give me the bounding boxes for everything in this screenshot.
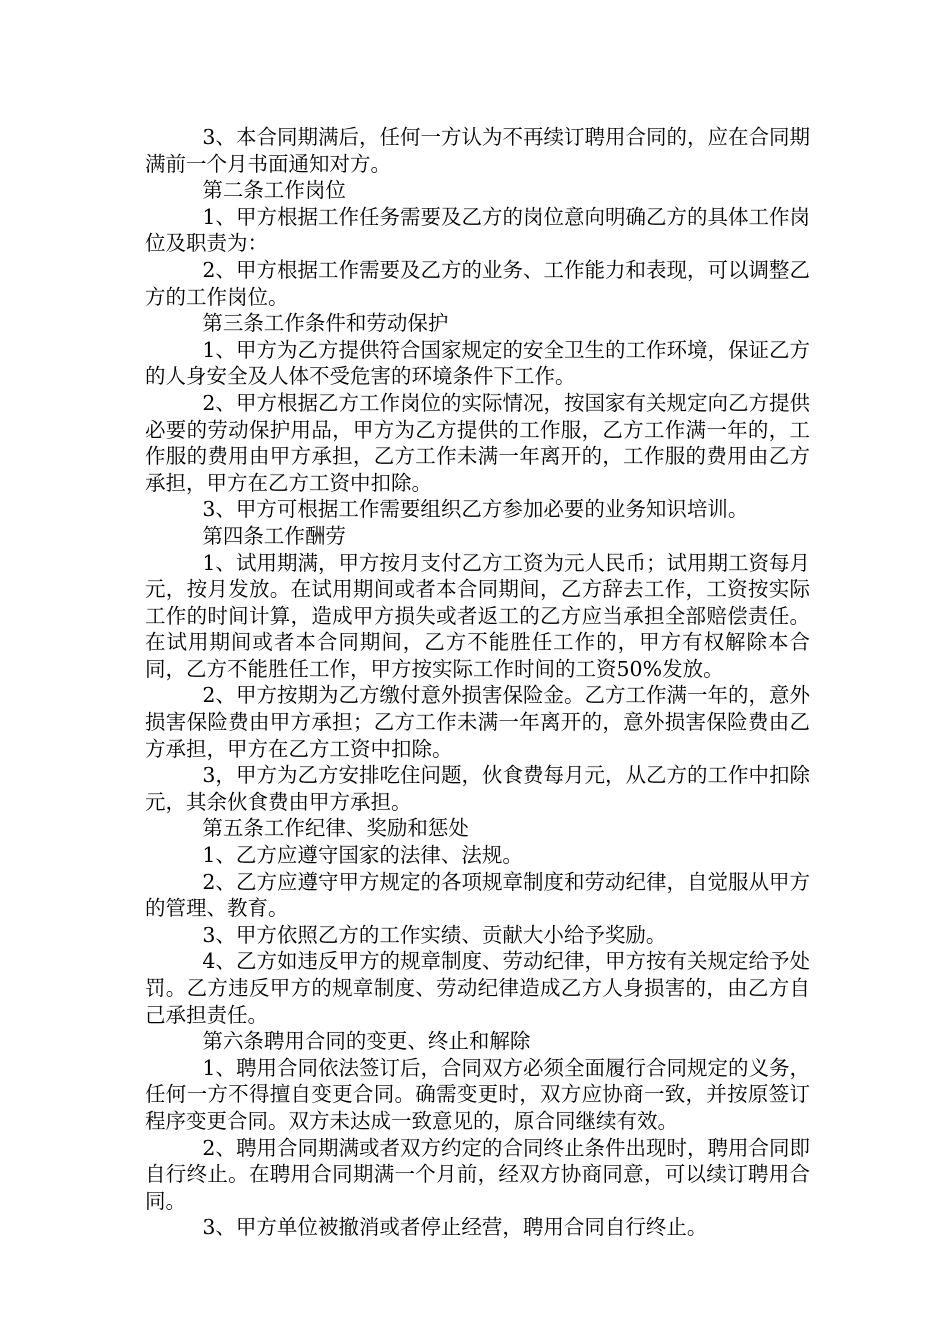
article-4-clause-1: 1、试用期满，甲方按月支付乙方工资为元人民币；试用期工资每月元，按月发放。在试用期间或者本合同期间，乙方辞去工作，工资按实际工作的时间计算，造成甲方损失或者返工的乙方应当承担全部赔偿责任。在试用期间或者本合同期间，乙方不能胜任工作的，甲方有权解除本合同，乙方不能胜任工作，甲方按实际工作时间的工资50%发放。 <box>145 550 810 681</box>
article-2-heading: 第二条工作岗位 <box>202 178 346 203</box>
article-6-clause-1: 1、聘用合同依法签订后，合同双方必须全面履行合同规定的义务，任何一方不得擅自变更合同。确需变更时，双方应协商一致，并按原签订程序变更合同。双方未达成一致意见的，原合同继续有效。 <box>145 1055 810 1133</box>
article-3-clause-1: 1、甲方为乙方提供符合国家规定的安全卫生的工作环境，保证乙方的人身安全及人体不受危害的环境条件下工作。 <box>145 337 810 389</box>
article-5-clause-2: 2、乙方应遵守甲方规定的各项规章制度和劳动纪律，自觉服从甲方的管理、教育。 <box>145 869 810 921</box>
article-5-heading: 第五条工作纪律、奖励和惩处 <box>202 816 469 841</box>
article-4-clause-3: 3，甲方为乙方安排吃住问题，伙食费每月元，从乙方的工作中扣除元，其余伙食费由甲方承担。 <box>145 763 810 814</box>
article-3-clause-2: 2、甲方根据乙方工作岗位的实际情况，按国家有关规定向乙方提供必要的劳动保护用品，甲方为乙方提供的工作服，乙方工作满一年的，工作服的费用由甲方承担，乙方工作未满一年离开的，工作服的费用由乙方承担，甲方在乙方工资中扣除。 <box>145 390 810 495</box>
article-3-clause-3: 3、甲方可根据工作需要组织乙方参加必要的业务知识培训。 <box>202 497 749 522</box>
article-5-clause-3: 3、甲方依照乙方的工作实绩、贡献大小给予奖励。 <box>202 922 667 947</box>
article-5-clause-1: 1、乙方应遵守国家的法律、法规。 <box>202 843 523 868</box>
article-6-heading: 第六条聘用合同的变更、终止和解除 <box>202 1029 531 1054</box>
article-2-clause-2: 2、甲方根据工作需要及乙方的业务、工作能力和表现，可以调整乙方的工作岗位。 <box>145 257 810 309</box>
paragraph-renewal-notice: 3、本合同期满后，任何一方认为不再续订聘用合同的，应在合同期满前一个月书面通知对方。 <box>145 125 810 176</box>
article-4-heading: 第四条工作酬劳 <box>202 523 346 548</box>
article-6-clause-3: 3、甲方单位被撤消或者停止经营，聘用合同自行终止。 <box>202 1215 708 1240</box>
article-5-clause-4: 4、乙方如违反甲方的规章制度、劳动纪律，甲方按有关规定给予处罚。乙方违反甲方的规章制度、劳动纪律造成乙方人身损害的，由乙方自己承担责任。 <box>145 949 810 1027</box>
article-3-heading: 第三条工作条件和劳动保护 <box>202 311 449 336</box>
document-body <box>145 124 810 1241</box>
article-6-clause-2: 2、聘用合同期满或者双方约定的合同终止条件出现时，聘用合同即自行终止。在聘用合同期满一个月前，经双方协商同意，可以续订聘用合同。 <box>145 1135 810 1213</box>
article-2-clause-1: 1、甲方根据工作任务需要及乙方的岗位意向明确乙方的具体工作岗位及职责为： <box>145 204 810 256</box>
article-4-clause-2: 2、甲方按期为乙方缴付意外损害保险金。乙方工作满一年的，意外损害保险费由甲方承担；乙方工作未满一年离开的，意外损害保险费由乙方承担，甲方在乙方工资中扣除。 <box>145 683 810 761</box>
